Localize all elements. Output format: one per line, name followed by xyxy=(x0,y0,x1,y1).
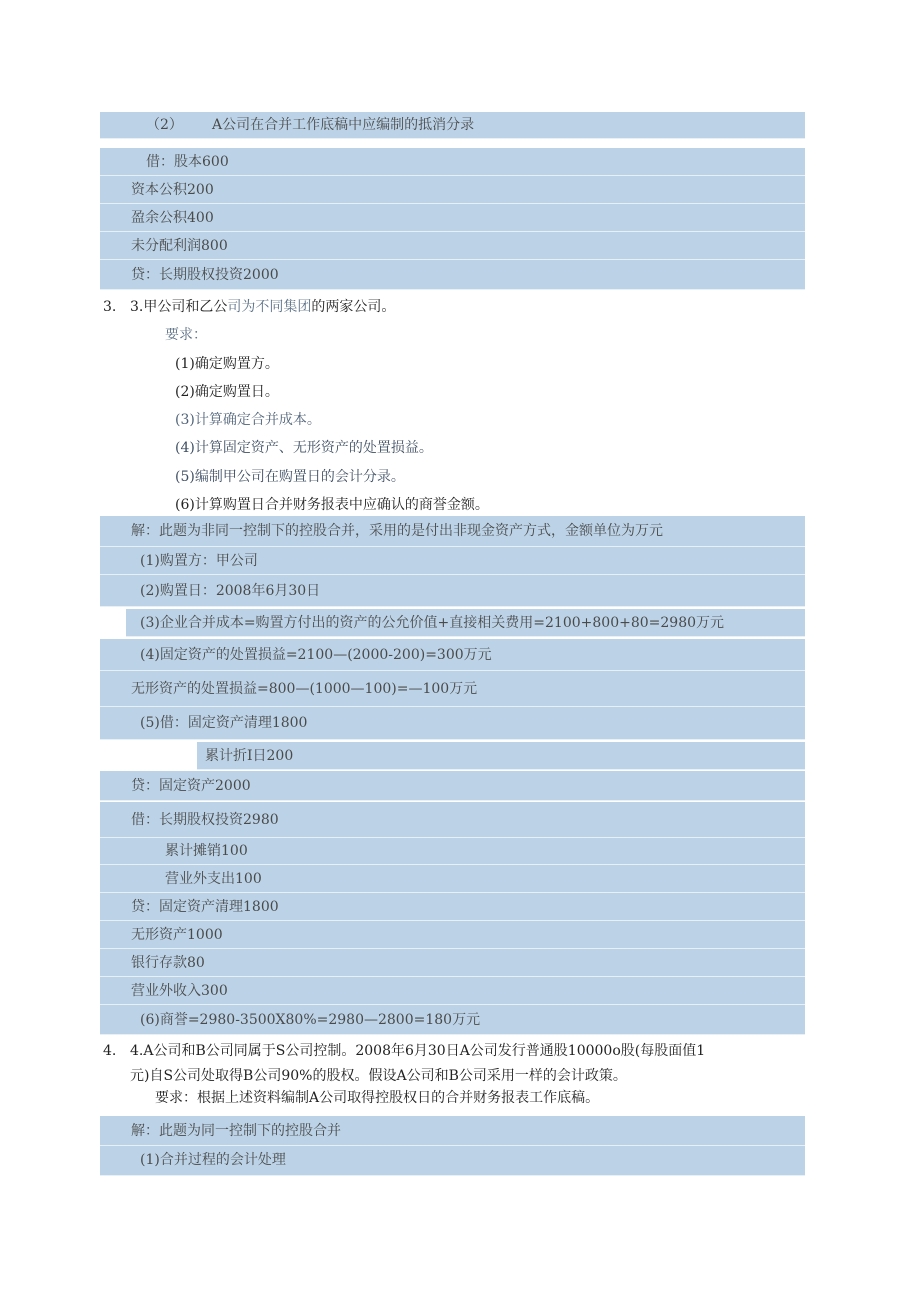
entry-row xyxy=(100,148,805,176)
solution-row xyxy=(100,707,805,740)
title-part: 司为不同集团 xyxy=(227,299,312,315)
solution-text: 营业外支出100 xyxy=(165,871,262,887)
requirement-item: (4)计算固定资产、无形资产的处置损益。 xyxy=(175,440,433,456)
entry-text: 贷：长期股权投资2000 xyxy=(131,267,279,283)
solution-row xyxy=(100,516,805,547)
title-part: 3.甲公司和乙公 xyxy=(130,299,228,315)
solution-row xyxy=(100,575,805,607)
entry-text: 资本公积200 xyxy=(131,182,214,198)
solution-row xyxy=(100,1146,805,1176)
entry-text: 盈余公积400 xyxy=(131,210,214,226)
solution-row xyxy=(100,802,805,838)
solution-text: (1)购置方：甲公司 xyxy=(140,553,258,569)
solution-text: (1)合并过程的会计处理 xyxy=(140,1152,286,1168)
solution-row xyxy=(100,838,805,865)
solution-text: 贷：固定资产2000 xyxy=(131,778,251,794)
solution-row xyxy=(100,921,805,949)
solution-text: 解：此题为非同一控制下的控股合并，采用的是付出非现金资产方式，金额单位为万元 xyxy=(131,523,663,539)
solution-row xyxy=(197,742,805,770)
solution-row xyxy=(100,639,805,671)
question-4-number: 4. xyxy=(103,1043,117,1059)
solution-text: 累计折Ⅰ日200 xyxy=(205,748,294,764)
solution-row xyxy=(100,977,805,1005)
solution-row xyxy=(100,671,805,707)
question-3-number: 3. xyxy=(103,299,117,315)
entry-row xyxy=(100,260,805,290)
solution-text: (6)商誉=2980-3500X80%=2980—2800=180万元 xyxy=(140,1012,481,1028)
question-3-title xyxy=(130,297,395,317)
question-4-line2: 元)自S公司处取得B公司90%的股权。假设A公司和B公司采用一样的会计政策。 xyxy=(130,1068,627,1084)
solution-text: 无形资产1000 xyxy=(131,927,223,943)
solution-text: 累计摊销100 xyxy=(165,843,248,859)
requirement-item: (1)确定购置方。 xyxy=(175,356,279,372)
solution-text: 银行存款80 xyxy=(131,955,205,971)
requirement-item: (3)计算确定合并成本。 xyxy=(175,412,321,428)
solution-text: (4)固定资产的处置损益=2100—(2000-200)=300万元 xyxy=(140,647,492,663)
title-part: 的两家公司。 xyxy=(311,299,396,315)
solution-row xyxy=(100,893,805,921)
entry-number: （2） xyxy=(146,117,183,133)
solution-row xyxy=(100,949,805,977)
solution-text: 无形资产的处置损益=800—(1000—100)=—100万元 xyxy=(131,681,478,697)
solution-row xyxy=(100,1005,805,1035)
solution-text: (3)企业合并成本=购置方付出的资产的公允价值+直接相关费用=2100+800+80=2980万元 xyxy=(140,615,725,631)
solution-text: 解：此题为同一控制下的控股合并 xyxy=(131,1123,341,1139)
requirement-item: (6)计算购置日合并财务报表中应确认的商誉金额。 xyxy=(175,497,489,513)
solution-row xyxy=(100,547,805,575)
solution-text: 借：长期股权投资2980 xyxy=(131,812,279,828)
question-4-requirement: 要求：根据上述资料编制A公司取得控股权日的合并财务报表工作底稿。 xyxy=(155,1090,600,1106)
question-3-requirement: 要求： xyxy=(165,327,207,343)
question-4-line1: 4.A公司和B公司同属于S公司控制。2008年6月30日A公司发行普通股10000o股(每股面值1 xyxy=(130,1043,706,1059)
entry-title: A公司在合并工作底稿中应编制的抵消分录 xyxy=(212,117,475,133)
entry-row xyxy=(100,232,805,260)
solution-row xyxy=(100,1116,805,1146)
solution-text: (5)借：固定资产清理1800 xyxy=(140,715,308,731)
solution-row xyxy=(100,771,805,801)
solution-text: (2)购置日：2008年6月30日 xyxy=(140,583,321,599)
entry-row xyxy=(100,176,805,204)
entry-row xyxy=(100,112,805,139)
entry-text: 借：股本600 xyxy=(146,154,229,170)
solution-text: 营业外收入300 xyxy=(131,983,228,999)
entry-row xyxy=(100,204,805,232)
solution-row xyxy=(100,865,805,893)
requirement-item: (2)确定购置日。 xyxy=(175,384,279,400)
entry-text: 未分配利润800 xyxy=(131,238,228,254)
requirement-item: (5)编制甲公司在购置日的会计分录。 xyxy=(175,469,405,485)
solution-text: 贷：固定资产清理1800 xyxy=(131,899,279,915)
solution-row xyxy=(126,609,805,637)
